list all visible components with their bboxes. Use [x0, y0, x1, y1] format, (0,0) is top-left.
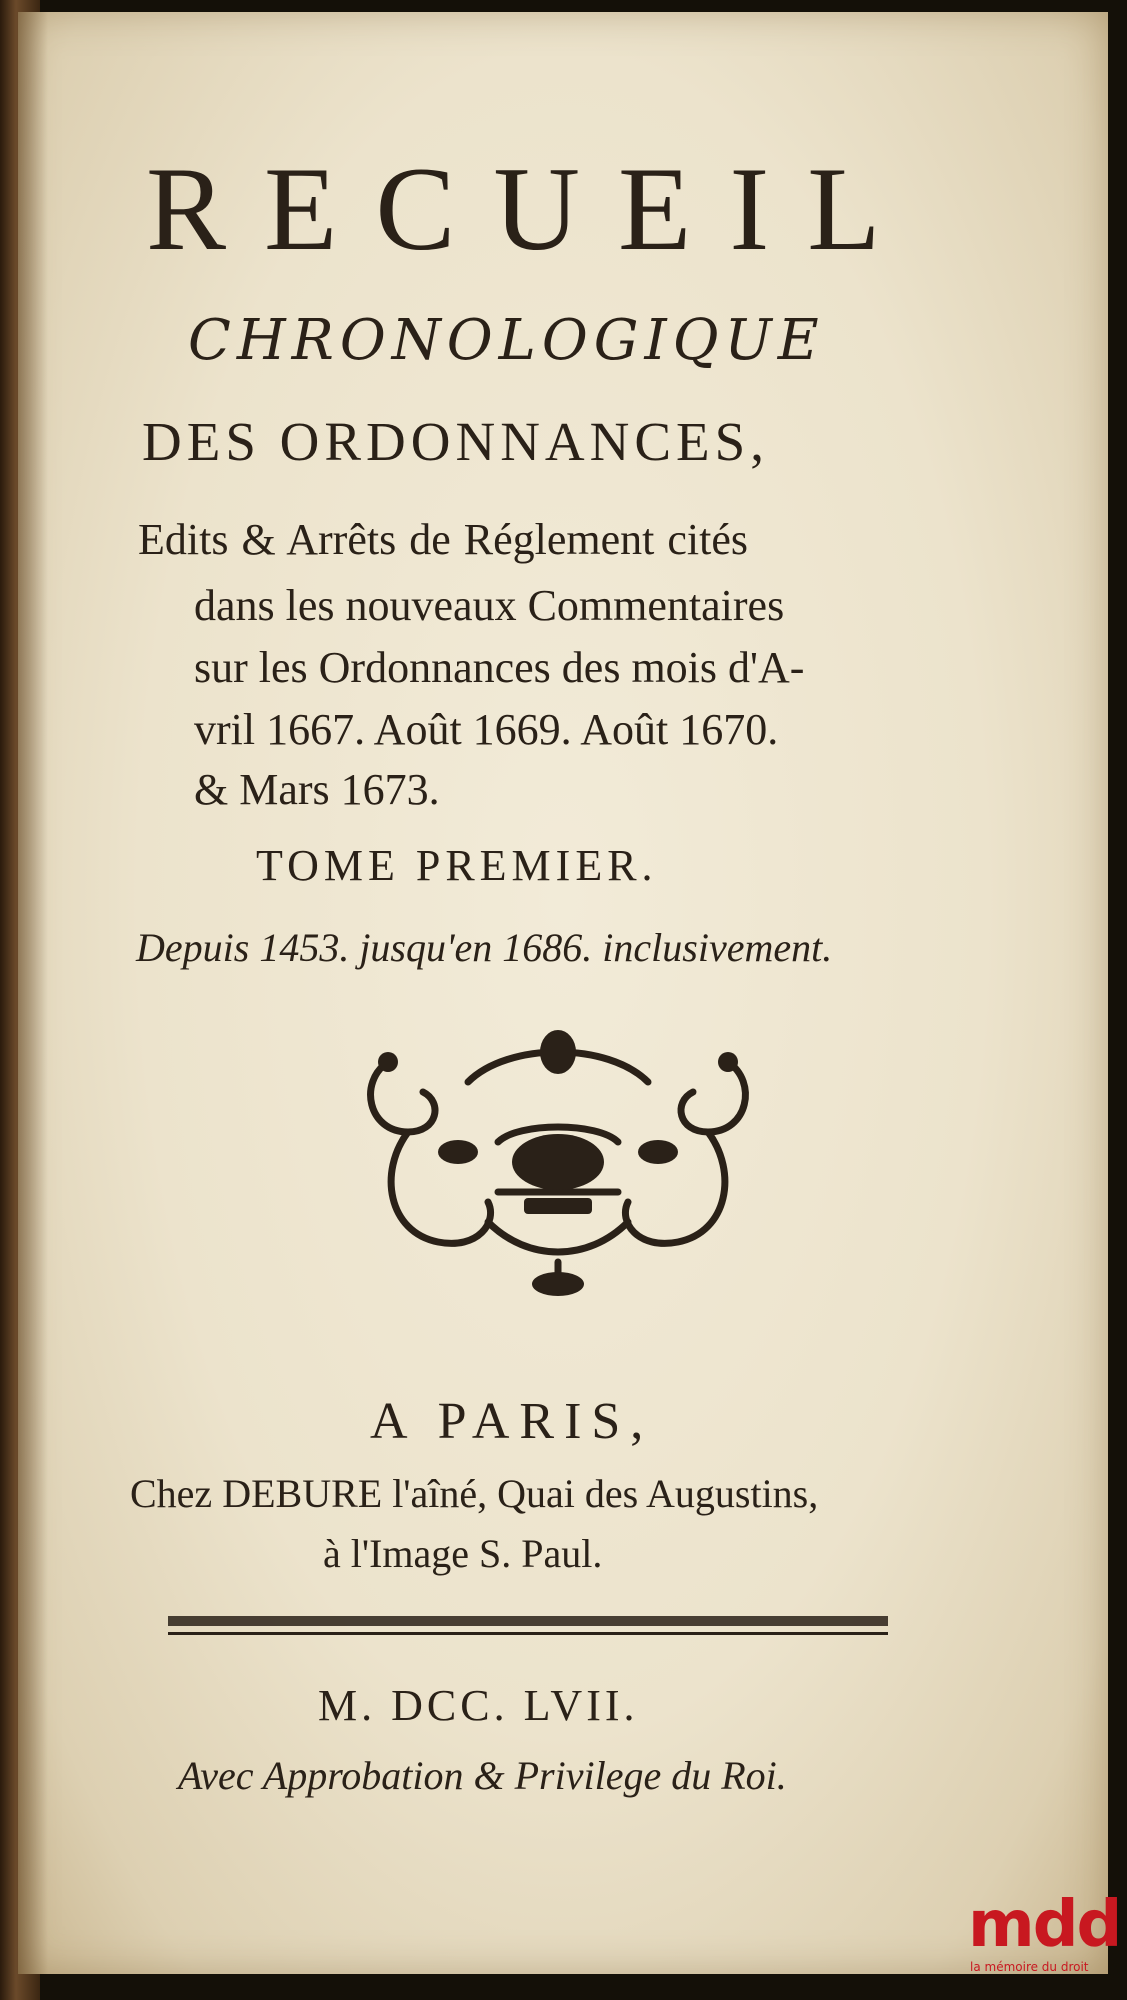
date-range: Depuis 1453. jusqu'en 1686. inclusivement.: [136, 925, 833, 970]
book-title: RECUEIL: [146, 142, 919, 275]
thin-rule: [168, 1632, 888, 1635]
logo-mark: mdd: [968, 1888, 1121, 1962]
privilege-statement: Avec Approbation & Privilege du Roi.: [178, 1753, 787, 1798]
mdd-logo: [968, 1890, 1123, 1990]
subtitle-line-2: DES ORDONNANCES,: [142, 411, 769, 472]
thick-rule: [168, 1616, 888, 1626]
publisher-line: à l'Image S. Paul.: [323, 1531, 603, 1576]
publication-year: M. DCC. LVII.: [318, 1681, 639, 1730]
description-line: dans les nouveaux Commentaires: [194, 581, 785, 630]
page-gutter-shadow: [18, 12, 48, 1974]
description-line: & Mars 1673.: [194, 765, 440, 814]
volume-label: TOME PREMIER.: [256, 841, 658, 890]
printers-ornament: [348, 1022, 768, 1302]
description-line: sur les Ordonnances des mois d'A-: [194, 643, 805, 692]
title-page: [18, 12, 1108, 1974]
description-line: vril 1667. Août 1669. Août 1670.: [194, 705, 779, 754]
imprint-city: A PARIS,: [370, 1393, 654, 1450]
logo-tagline: la mémoire du droit: [970, 1960, 1089, 1974]
description-line: Edits & Arrêts de Réglement cités: [138, 515, 748, 564]
subtitle-line-1: CHRONOLOGIQUE: [188, 308, 825, 373]
publisher-line: Chez DEBURE l'aîné, Quai des Augustins,: [130, 1471, 819, 1516]
